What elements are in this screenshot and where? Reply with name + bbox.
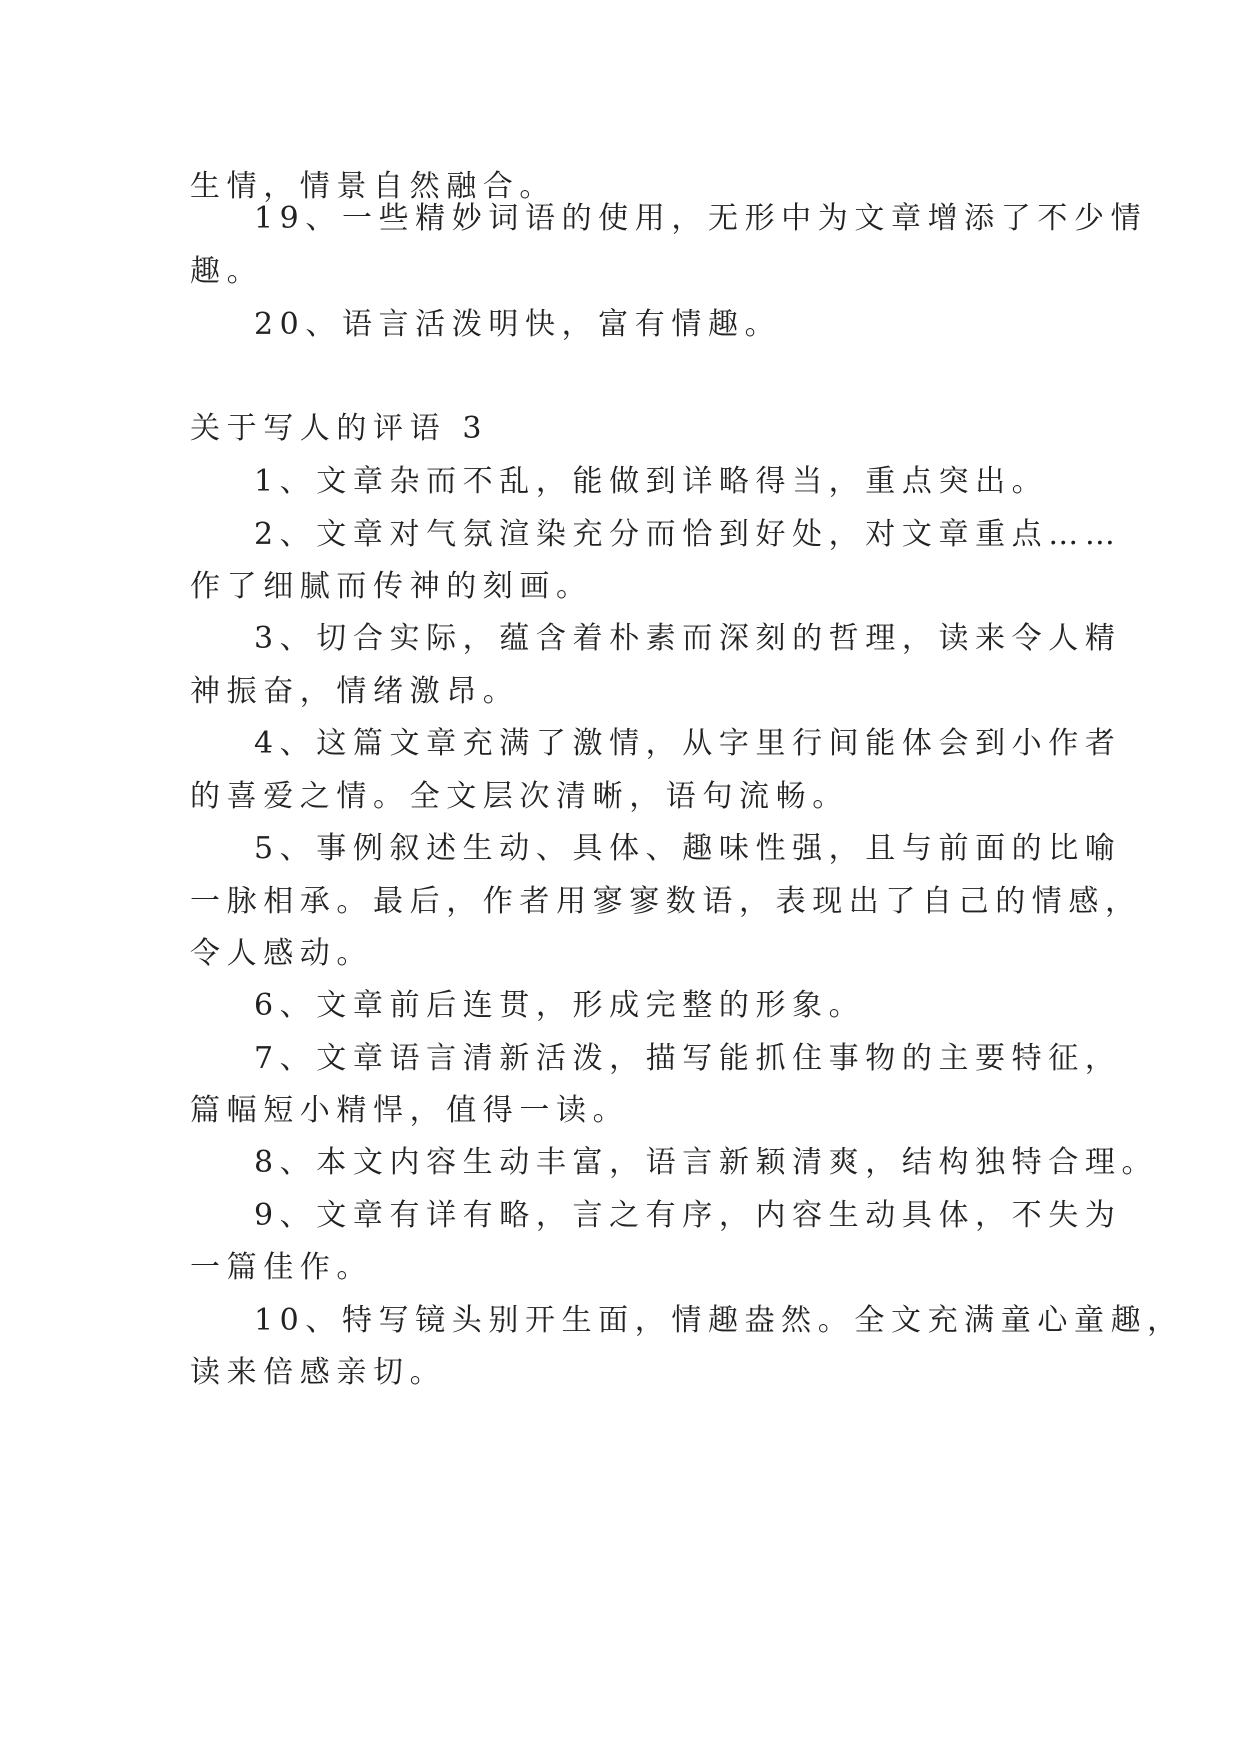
list-item-2: 2、文章对气氛渲染充分而恰到好处，对文章重点…… [254,517,1122,552]
paragraph-line: 一脉相承。最后，作者用寥寥数语，表现出了自己的情感， [190,884,1142,919]
paragraph-line: 一篇佳作。 [190,1250,373,1285]
paragraph-line: 生情，情景自然融合。 [190,169,556,204]
paragraph-line: 作了细腻而传神的刻画。 [190,569,593,604]
list-item-10: 10、特写镜头别开生面，情趣盎然。全文充满童心童趣， [254,1303,1184,1338]
list-item-3: 3、切合实际，蕴含着朴素而深刻的哲理，读来令人精 [254,621,1122,656]
paragraph-line: 的喜爱之情。全文层次清晰，语句流畅。 [190,779,849,814]
paragraph-line: 篇幅短小精悍，值得一读。 [190,1093,630,1128]
list-item-4: 4、这篇文章充满了激情，从字里行间能体会到小作者 [254,726,1122,761]
paragraph-line: 读来倍感亲切。 [190,1355,447,1390]
list-item-8: 8、本文内容生动丰富，语言新颖清爽，结构独特合理。 [254,1145,1159,1180]
section-heading: 关于写人的评语 3 [190,411,489,446]
list-item-5: 5、事例叙述生动、具体、趣味性强，且与前面的比喻 [254,831,1122,866]
list-item-1: 1、文章杂而不乱，能做到详略得当，重点突出。 [254,464,1049,499]
list-item-20: 20、语言活泼明快，富有情趣。 [254,307,782,342]
list-item-7: 7、文章语言清新活泼，描写能抓住事物的主要特征， [254,1041,1122,1076]
paragraph-line: 趣。 [190,254,264,289]
list-item-19: 19、一些精妙词语的使用，无形中为文章增添了不少情 [254,201,1148,236]
paragraph-line: 令人感动。 [190,936,373,971]
list-item-6: 6、文章前后连贯，形成完整的形象。 [254,988,866,1023]
paragraph-line: 神振奋，情绪激昂。 [190,674,520,709]
list-item-9: 9、文章有详有略，言之有序，内容生动具体，不失为 [254,1198,1122,1233]
